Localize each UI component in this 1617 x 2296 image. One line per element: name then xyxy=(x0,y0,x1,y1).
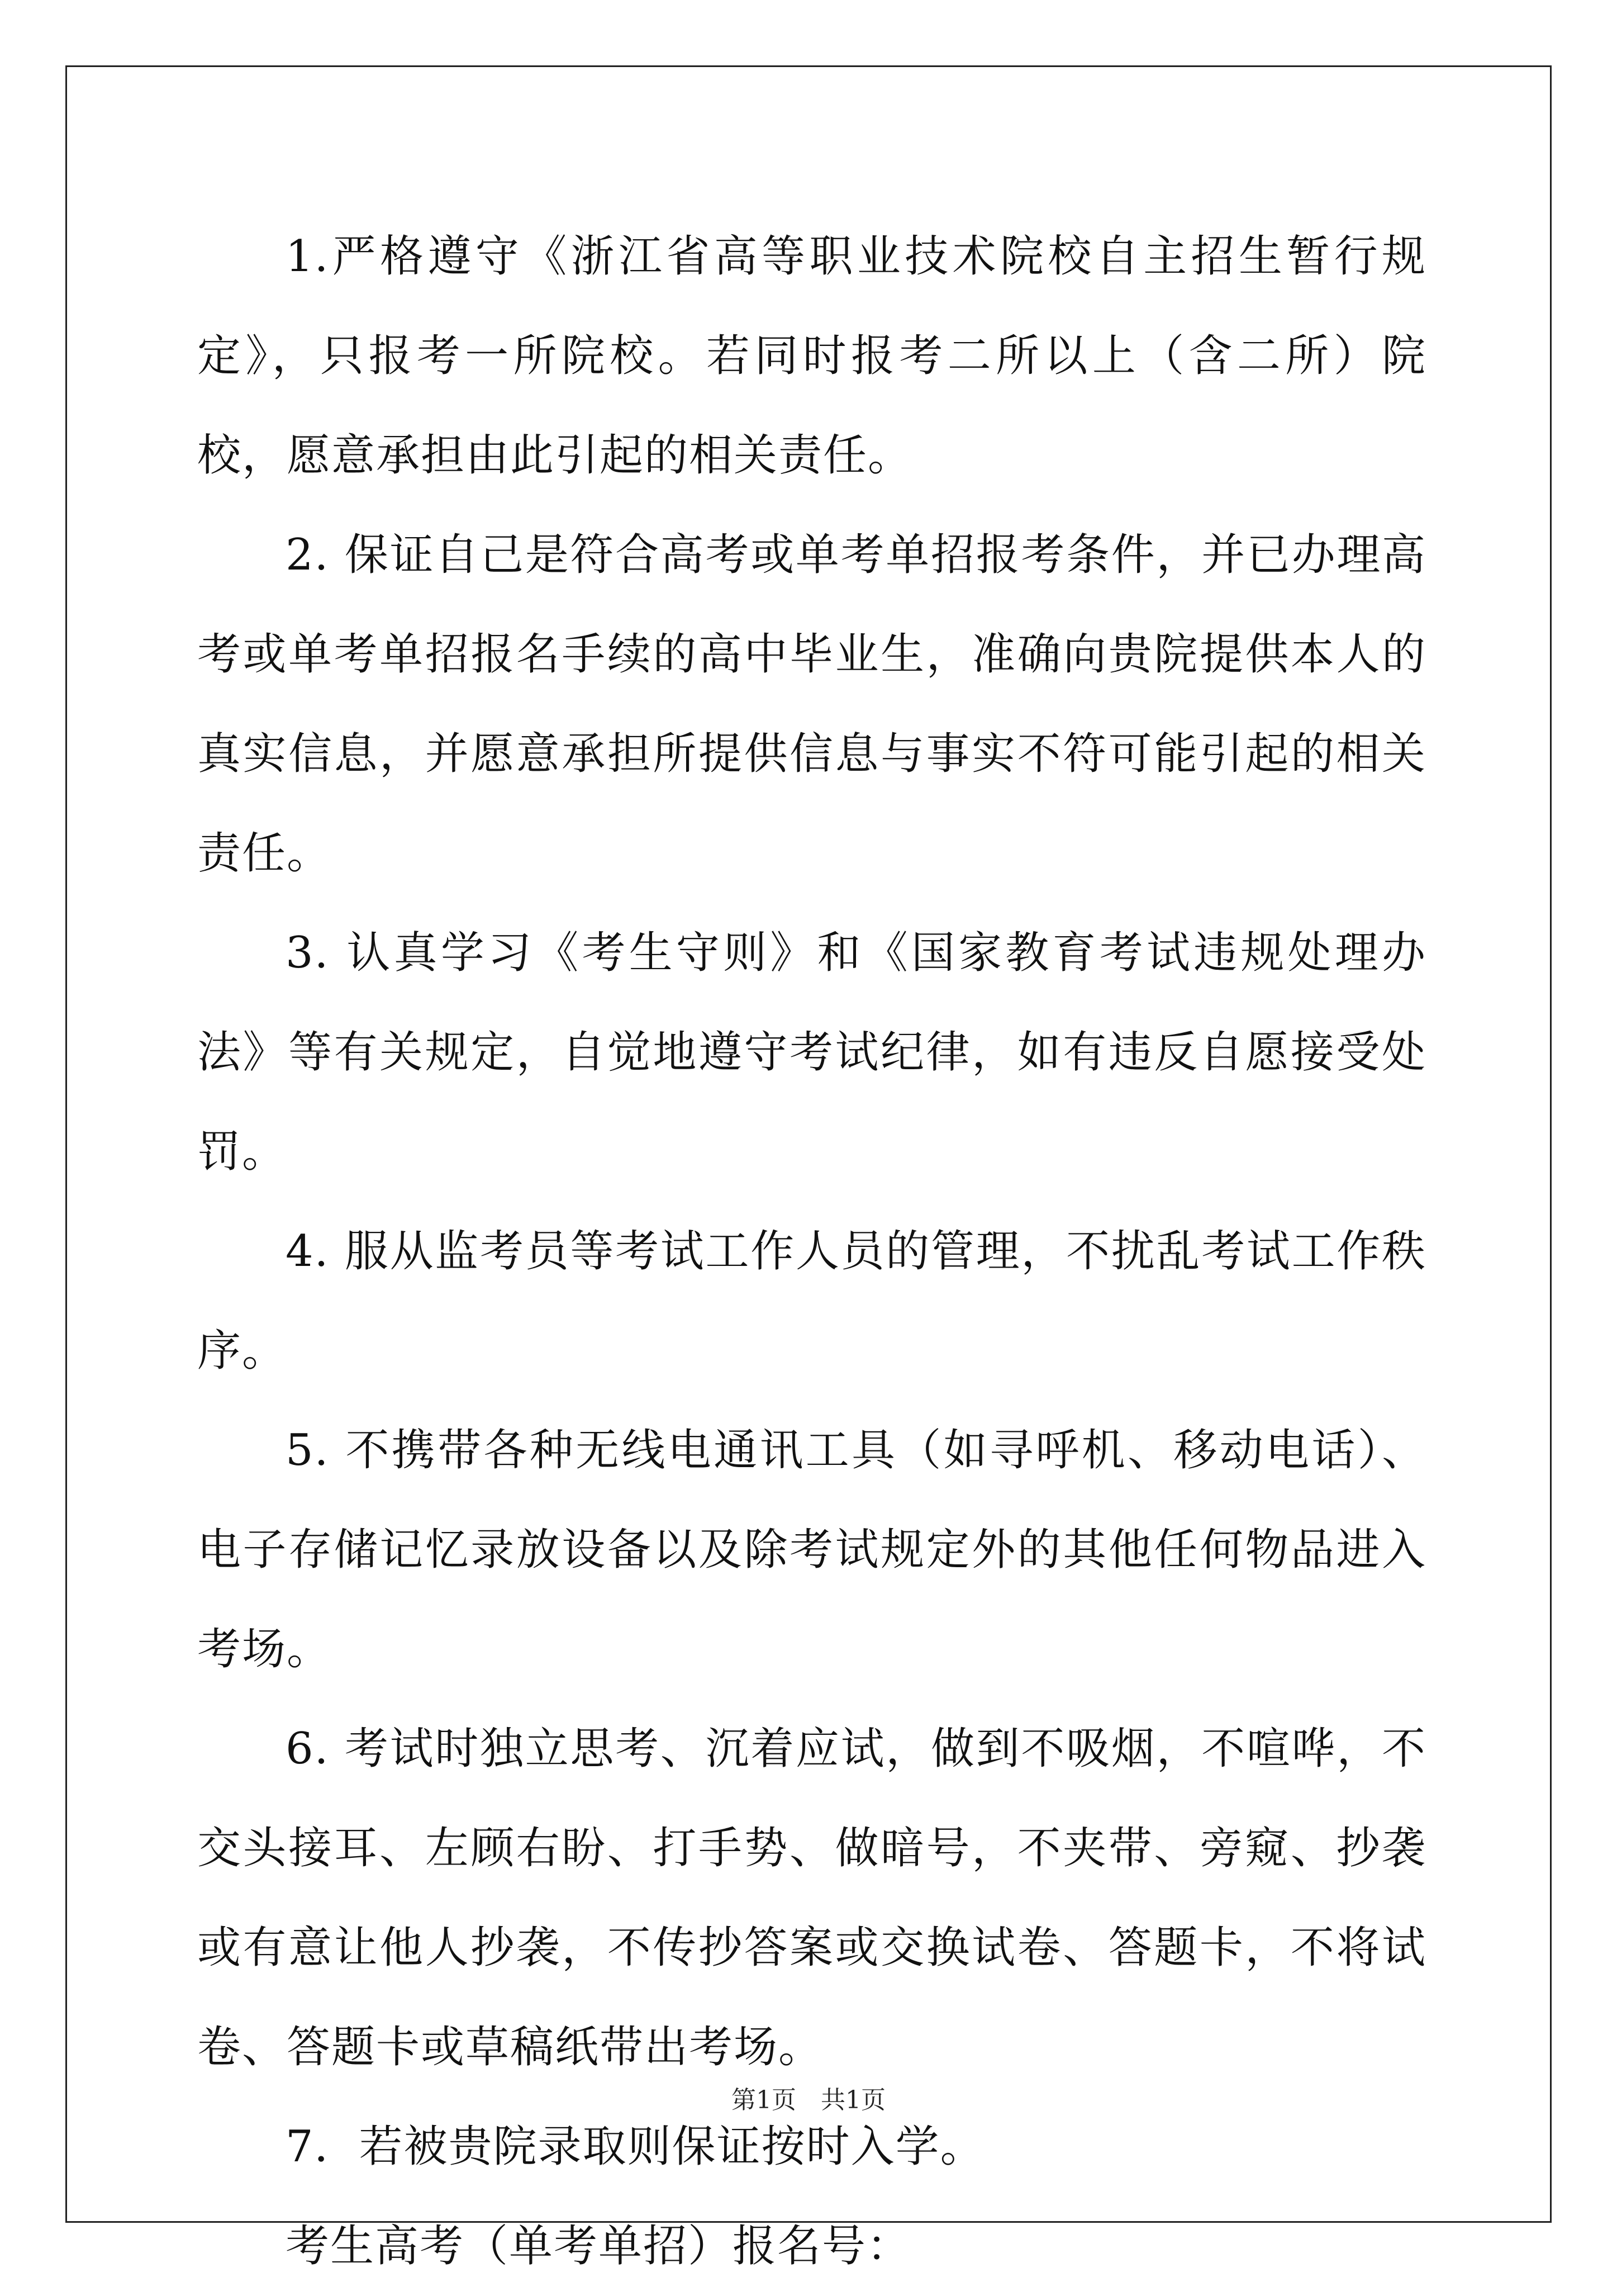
paragraph-4: 4. 服从监考员等考试工作人员的管理，不扰乱考试工作秩序。 xyxy=(197,1226,1426,1376)
paragraph-5: 5. 不携带各种无线电通讯工具（如寻呼机、移动电话）、电子存储记忆录放设备以及除考试规定外的其他任何物品进入考场。 xyxy=(197,1425,1426,1674)
document-body xyxy=(197,207,1426,2296)
paragraph-7: 7．若被贵院录取则保证按时入学。 xyxy=(286,2122,985,2172)
page-footer: 第1页 共1页 xyxy=(731,2086,886,2114)
paragraph-6: 6. 考试时独立思考、沉着应试，做到不吸烟，不喧哗，不交头接耳、左顾右盼、打手势、做暗号，不夹带、旁窥、抄袭或有意让他人抄袭，不传抄答案或交换试卷、答题卡，不将试卷、答题卡或草稿纸带出考场。 xyxy=(197,1724,1426,2072)
paragraph-2: 2. 保证自己是符合高考或单考单招报考条件，并已办理高考或单考单招报名手续的高中毕业生，准确向贵院提供本人的真实信息，并愿意承担所提供信息与事实不符可能引起的相关责任。 xyxy=(197,530,1426,879)
paragraph-3: 3. 认真学习《考生守则》和《国家教育考试违规处理办法》等有关规定，自觉地遵守考试纪律，如有违反自愿接受处罚。 xyxy=(197,928,1426,1177)
registration-number-label: 考生高考（单考单招）报名号： xyxy=(286,2221,912,2271)
paragraph-1: 1.严格遵守《浙江省高等职业技术院校自主招生暂行规定》，只报考一所院校。若同时报考二所以上（含二所）院校，愿意承担由此引起的相关责任。 xyxy=(197,231,1426,481)
